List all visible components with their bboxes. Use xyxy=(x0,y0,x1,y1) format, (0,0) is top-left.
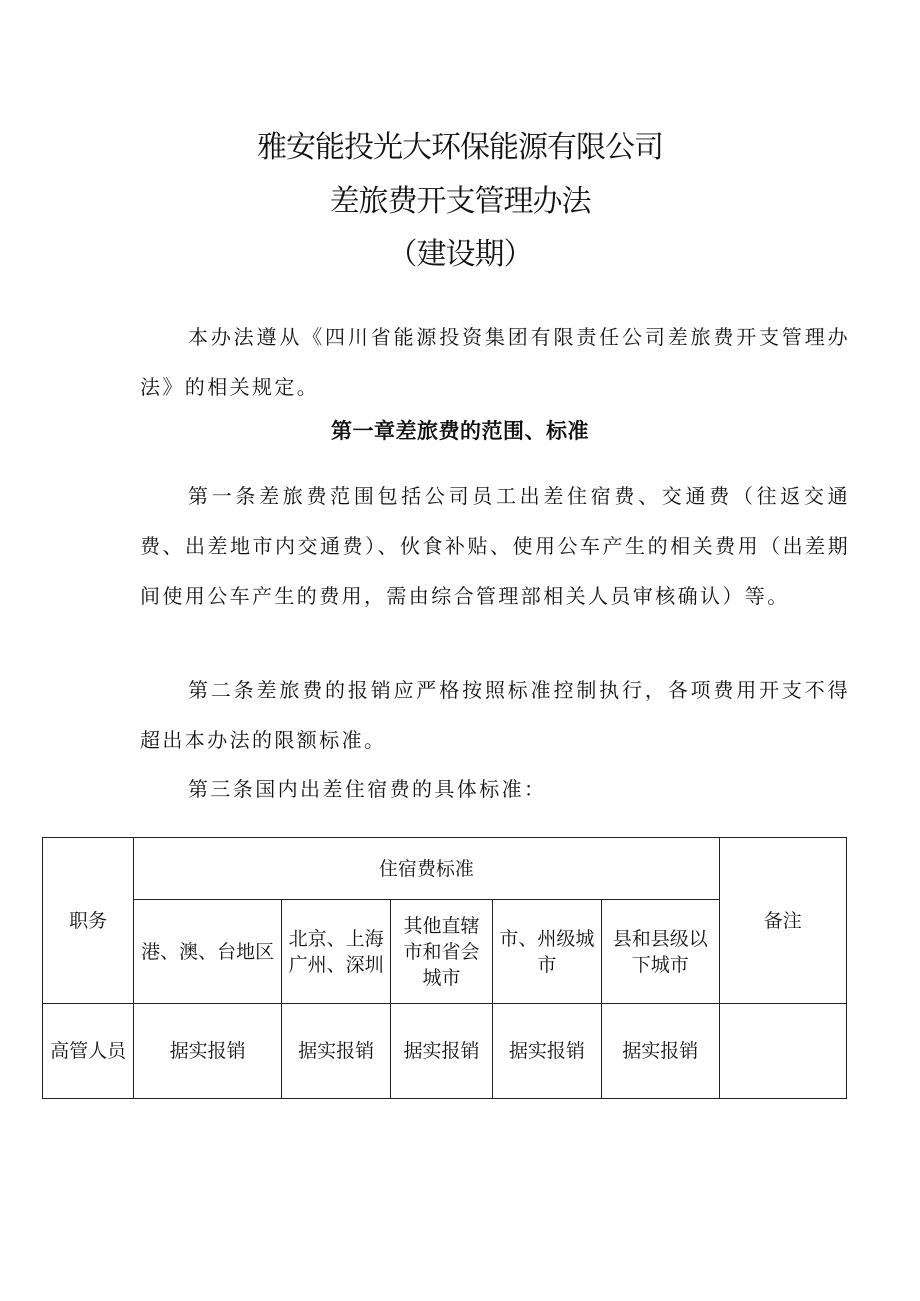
row-value: 据实报销 xyxy=(602,1004,719,1099)
row-value: 据实报销 xyxy=(492,1004,601,1099)
header-county-cities: 县和县级以下城市 xyxy=(602,900,719,1004)
row-value: 据实报销 xyxy=(391,1004,492,1099)
row-value: 据实报销 xyxy=(134,1004,282,1099)
article-2-paragraph: 第二条差旅费的报销应严格按照标准控制执行，各项费用开支不得超出本办法的限额标准。 xyxy=(140,678,850,752)
table-header-row xyxy=(43,838,847,900)
chapter-heading: 第一章差旅费的范围、标准 xyxy=(331,419,589,443)
header-hk-macao-taiwan: 港、澳、台地区 xyxy=(134,900,282,1004)
intro-paragraph: 本办法遵从《四川省能源投资集团有限责任公司差旅费开支管理办法》的相关规定。 xyxy=(140,325,850,399)
header-lodging-standard: 住宿费标准 xyxy=(134,838,719,900)
row-duty: 高管人员 xyxy=(43,1004,134,1099)
lodging-standard-table xyxy=(42,837,847,1099)
article-3-paragraph: 第三条国内出差住宿费的具体标准： xyxy=(188,777,547,801)
row-note xyxy=(719,1004,847,1099)
document-title-phase: （建设期） xyxy=(387,237,533,272)
header-prefecture-cities: 市、州级城市 xyxy=(492,900,601,1004)
article-1-paragraph: 第一条差旅费范围包括公司员工出差住宿费、交通费（往返交通费、出差地市内交通费）、伙食补贴、使用公车产生的相关费用（出差期间使用公车产生的费用，需由综合管理部相关人员审核确认）等。 xyxy=(140,484,850,608)
table-row xyxy=(43,1004,847,1099)
header-duty: 职务 xyxy=(43,838,134,1004)
row-value: 据实报销 xyxy=(281,1004,390,1099)
header-municipalities-capitals: 其他直辖市和省会城市 xyxy=(391,900,492,1004)
document-title-name: 差旅费开支管理办法 xyxy=(329,184,591,219)
header-note: 备注 xyxy=(719,838,847,1004)
header-tier1-cities: 北京、上海广州、深圳 xyxy=(281,900,390,1004)
document-title-company: 雅安能投光大环保能源有限公司 xyxy=(257,130,663,165)
